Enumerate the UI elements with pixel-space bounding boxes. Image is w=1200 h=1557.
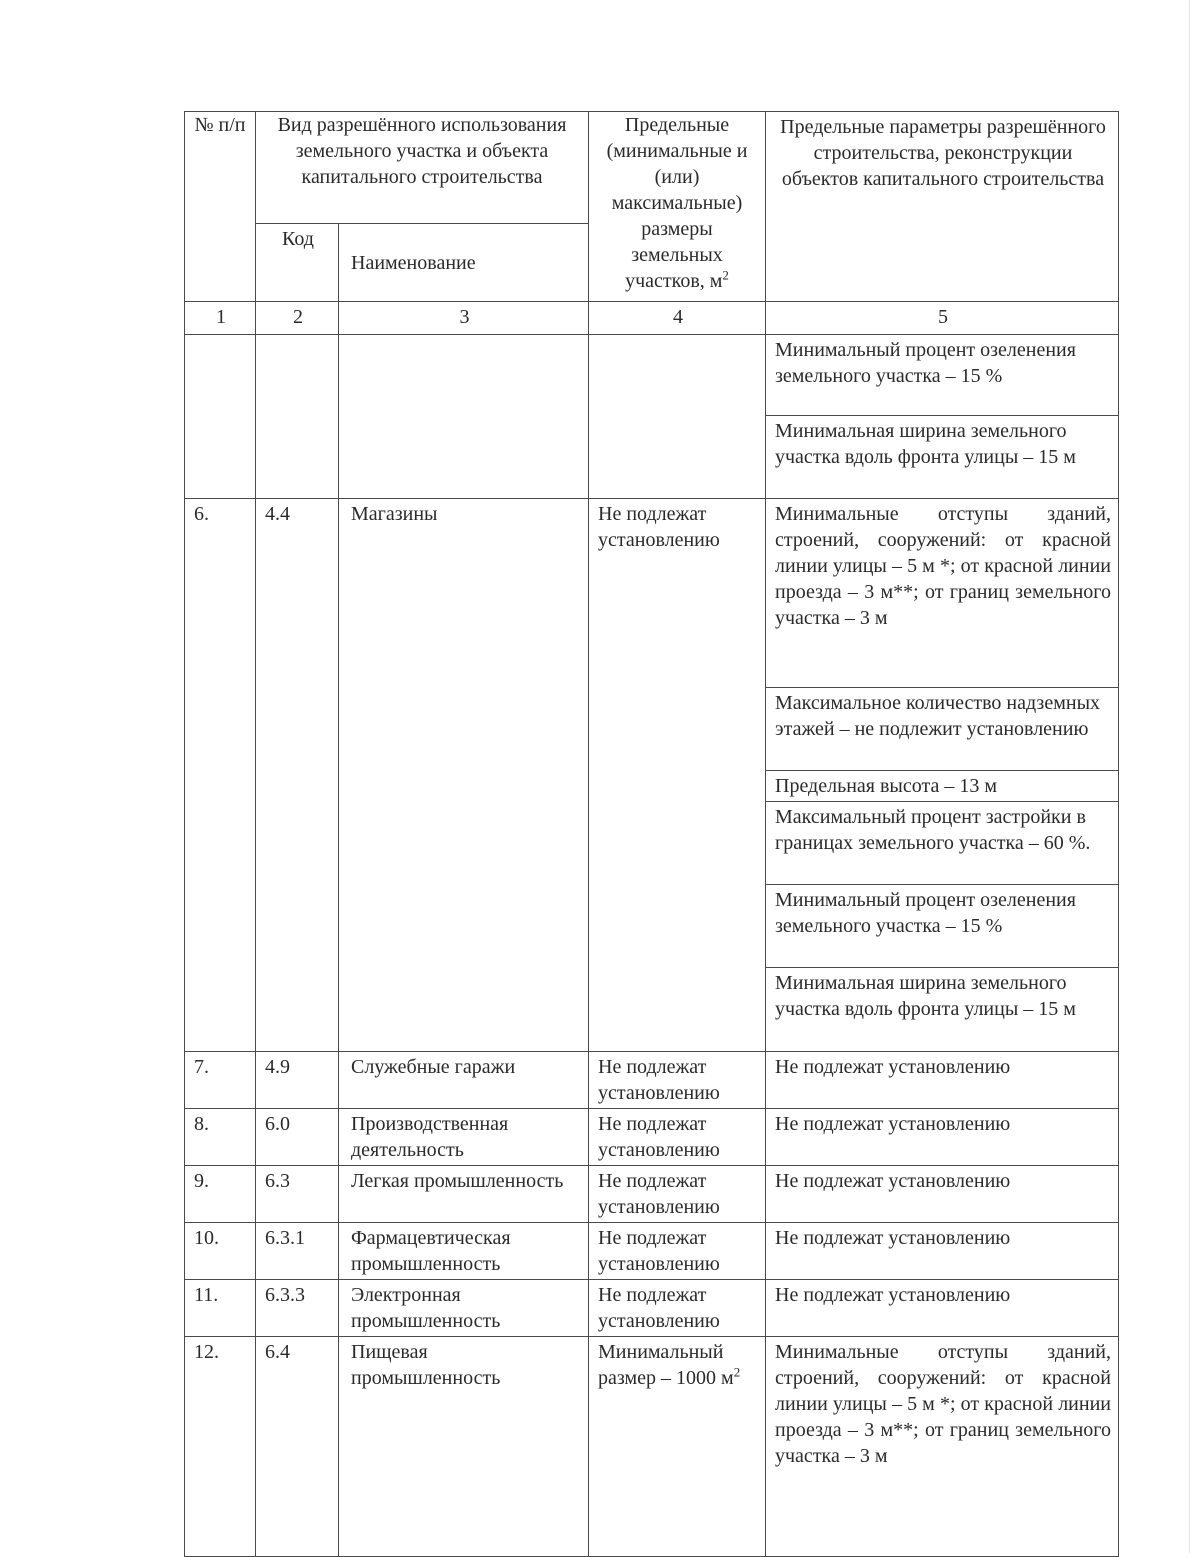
header-code: Код — [256, 224, 339, 302]
cell-size: Не подлежат установлению — [589, 499, 766, 1052]
param-cell: Минимальная ширина земельного участка вдоль фронта улицы – 15 м — [766, 416, 1119, 499]
header-group: Вид разрешённого использования земельного участка и объекта капитального строительства — [256, 112, 589, 224]
col-number-row — [185, 302, 1119, 335]
cell-code: 4.9 — [256, 1052, 339, 1109]
param-cell: Не подлежат установлению — [766, 1280, 1119, 1337]
cell-code — [256, 335, 339, 499]
table-row — [185, 1109, 1119, 1166]
cell-name: Фармацевтическая промышленность — [339, 1223, 589, 1280]
cell-name: Электронная промышленность — [339, 1280, 589, 1337]
cell-name — [339, 335, 589, 499]
param-cell: Минимальный процент озеленения земельного участка – 15 % — [766, 335, 1119, 416]
cell-num — [185, 335, 256, 499]
continued-row — [185, 335, 1119, 416]
table-row — [185, 1280, 1119, 1337]
col-number: 5 — [766, 302, 1119, 335]
header-name: Наименование — [339, 224, 589, 302]
cell-num: 11. — [185, 1280, 256, 1337]
table-row — [185, 499, 1119, 688]
table-row — [185, 1166, 1119, 1223]
param-cell: Не подлежат установлению — [766, 1109, 1119, 1166]
cell-name: Магазины — [339, 499, 589, 1052]
cell-name: Производственная деятельность — [339, 1109, 589, 1166]
param-cell: Минимальные отступы зданий, строений, сооружений: от красной линии улицы – 5 м *; от красной линии проезда – 3 м**; от границ земельного участка – 3 м — [766, 1337, 1119, 1557]
land-use-table — [184, 111, 1119, 1557]
cell-num: 8. — [185, 1109, 256, 1166]
cell-size — [589, 1337, 766, 1557]
cell-code: 6.3 — [256, 1166, 339, 1223]
param-cell: Не подлежат установлению — [766, 1223, 1119, 1280]
header-sizes — [589, 112, 766, 302]
cell-num: 6. — [185, 499, 256, 1052]
cell-num: 10. — [185, 1223, 256, 1280]
cell-size: Не подлежат установлению — [589, 1280, 766, 1337]
cell-code: 4.4 — [256, 499, 339, 1052]
cell-name: Легкая промышленность — [339, 1166, 589, 1223]
param-cell: Максимальный процент застройки в границах земельного участка – 60 %. — [766, 802, 1119, 885]
cell-code: 6.3.1 — [256, 1223, 339, 1280]
table-row — [185, 1337, 1119, 1557]
cell-size: Не подлежат установлению — [589, 1223, 766, 1280]
header-params: Предельные параметры разрешённого строительства, реконструкции объектов капитального строительства — [766, 112, 1119, 302]
col-number: 3 — [339, 302, 589, 335]
param-cell: Минимальный процент озеленения земельного участка – 15 % — [766, 885, 1119, 968]
col-number: 1 — [185, 302, 256, 335]
header-sizes-sup: 2 — [722, 267, 729, 283]
param-cell: Предельная высота – 13 м — [766, 771, 1119, 802]
cell-size-text: Минимальный размер – 1000 м — [598, 1341, 734, 1389]
cell-name: Пищевая промышленность — [339, 1337, 589, 1557]
cell-code: 6.3.3 — [256, 1280, 339, 1337]
cell-code: 6.4 — [256, 1337, 339, 1557]
table-row — [185, 1223, 1119, 1280]
cell-num: 12. — [185, 1337, 256, 1557]
cell-size-sup: 2 — [733, 1364, 741, 1380]
cell-num: 7. — [185, 1052, 256, 1109]
cell-size — [589, 335, 766, 499]
param-cell: Минимальные отступы зданий, строений, сооружений: от красной линии улицы – 5 м *; от красной линии проезда – 3 м**; от границ земельного участка – 3 м — [766, 499, 1119, 688]
page-edge — [1189, 0, 1190, 1553]
cell-name: Служебные гаражи — [339, 1052, 589, 1109]
cell-code: 6.0 — [256, 1109, 339, 1166]
col-number: 4 — [589, 302, 766, 335]
header-row — [185, 112, 1119, 224]
param-cell: Максимальное количество надземных этажей – не подлежит установлению — [766, 688, 1119, 771]
param-cell: Минимальная ширина земельного участка вдоль фронта улицы – 15 м — [766, 968, 1119, 1052]
cell-num: 9. — [185, 1166, 256, 1223]
header-num: № п/п — [185, 112, 256, 302]
col-number: 2 — [256, 302, 339, 335]
cell-size: Не подлежат установлению — [589, 1166, 766, 1223]
table-row — [185, 1052, 1119, 1109]
header-sizes-text: Предельные (минимальные и (или) максимальные) размеры земельных участков, м — [606, 114, 748, 292]
cell-size: Не подлежат установлению — [589, 1052, 766, 1109]
param-cell: Не подлежат установлению — [766, 1052, 1119, 1109]
cell-size: Не подлежат установлению — [589, 1109, 766, 1166]
param-cell: Не подлежат установлению — [766, 1166, 1119, 1223]
